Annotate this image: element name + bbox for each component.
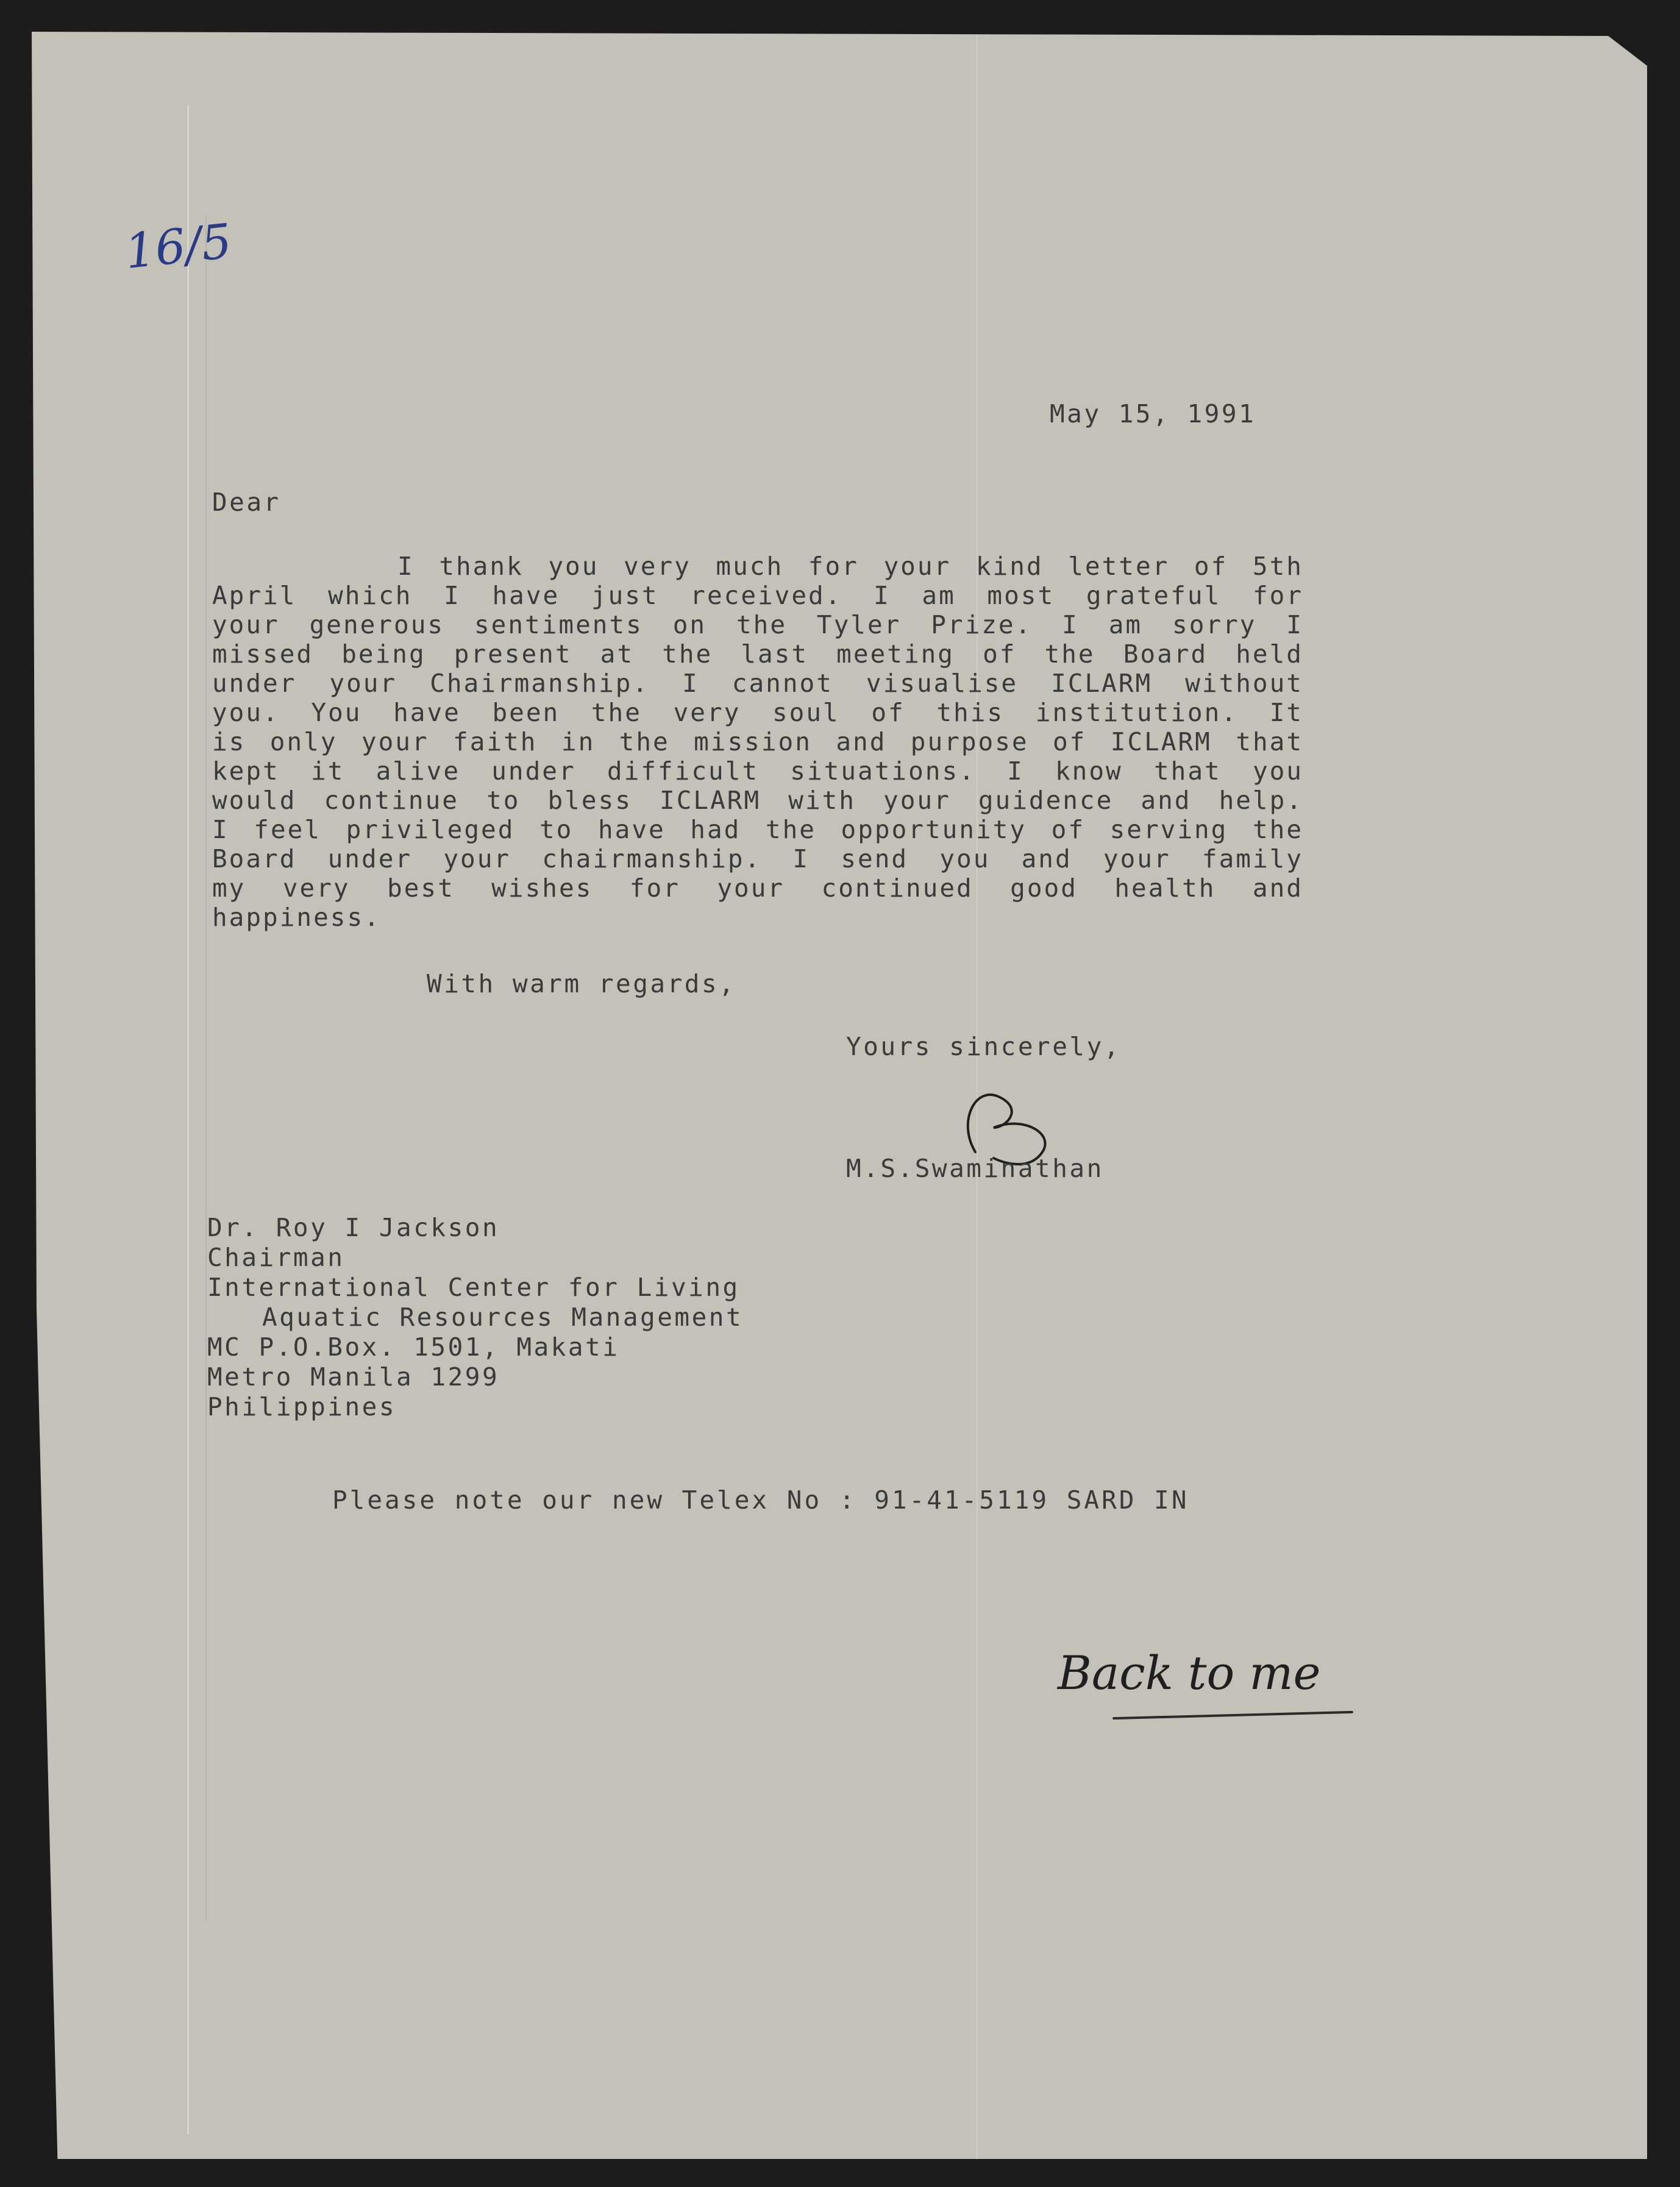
recipient-pobox: MC P.O.Box. 1501, Makati: [207, 1332, 620, 1362]
body-line: kept it alive under difficult situations. I know that you: [212, 756, 1303, 786]
recipient-country: Philippines: [207, 1392, 397, 1421]
body-line: is only your faith in the mission and purpose of ICLARM that: [212, 727, 1303, 756]
telex-note: Please note our new Telex No : 91-41-5119 SARD IN: [332, 1485, 1189, 1515]
body-line: under your Chairmanship. I cannot visualise ICLARM without: [212, 669, 1303, 698]
recipient-name: Dr. Roy I Jackson: [207, 1213, 500, 1242]
body-line: Board under your chairmanship. I send you and your family: [212, 844, 1303, 873]
letter-date: May 15, 1991: [1050, 399, 1256, 429]
signatory-name: M.S.Swaminathan: [846, 1154, 1104, 1183]
body-line: I feel privileged to have had the opportunity of serving the: [212, 815, 1303, 844]
body-line: my very best wishes for your continued good health and: [212, 873, 1303, 903]
body-line: your generous sentiments on the Tyler Prize. I am sorry I: [212, 610, 1303, 639]
body-line: missed being present at the last meeting of the Board held: [212, 639, 1303, 669]
handwritten-reference: 16/5: [122, 214, 235, 280]
recipient-city: Metro Manila 1299: [207, 1362, 500, 1392]
salutation: Dear: [212, 488, 281, 517]
paper-crease: [187, 105, 189, 2135]
body-line: would continue to bless ICLARM with your guidence and help.: [212, 786, 1303, 815]
closing-sincerely: Yours sincerely,: [846, 1032, 1121, 1061]
closing-regards: With warm regards,: [427, 969, 736, 998]
paper-crease-shadow: [205, 215, 207, 1921]
handwritten-note: Back to me: [1058, 1646, 1321, 1700]
letter-paper: [32, 32, 1647, 2159]
body-line: I thank you very much for your kind letter of 5th: [397, 552, 1303, 581]
body-line: April which I have just received. I am most grateful for: [212, 581, 1303, 610]
body-line: you. You have been the very soul of this institution. It: [212, 698, 1303, 727]
recipient-org-line1: International Center for Living: [207, 1273, 740, 1302]
body-line: happiness.: [212, 903, 381, 932]
recipient-org-line2: Aquatic Resources Management: [262, 1303, 744, 1332]
recipient-title: Chairman: [207, 1243, 345, 1272]
